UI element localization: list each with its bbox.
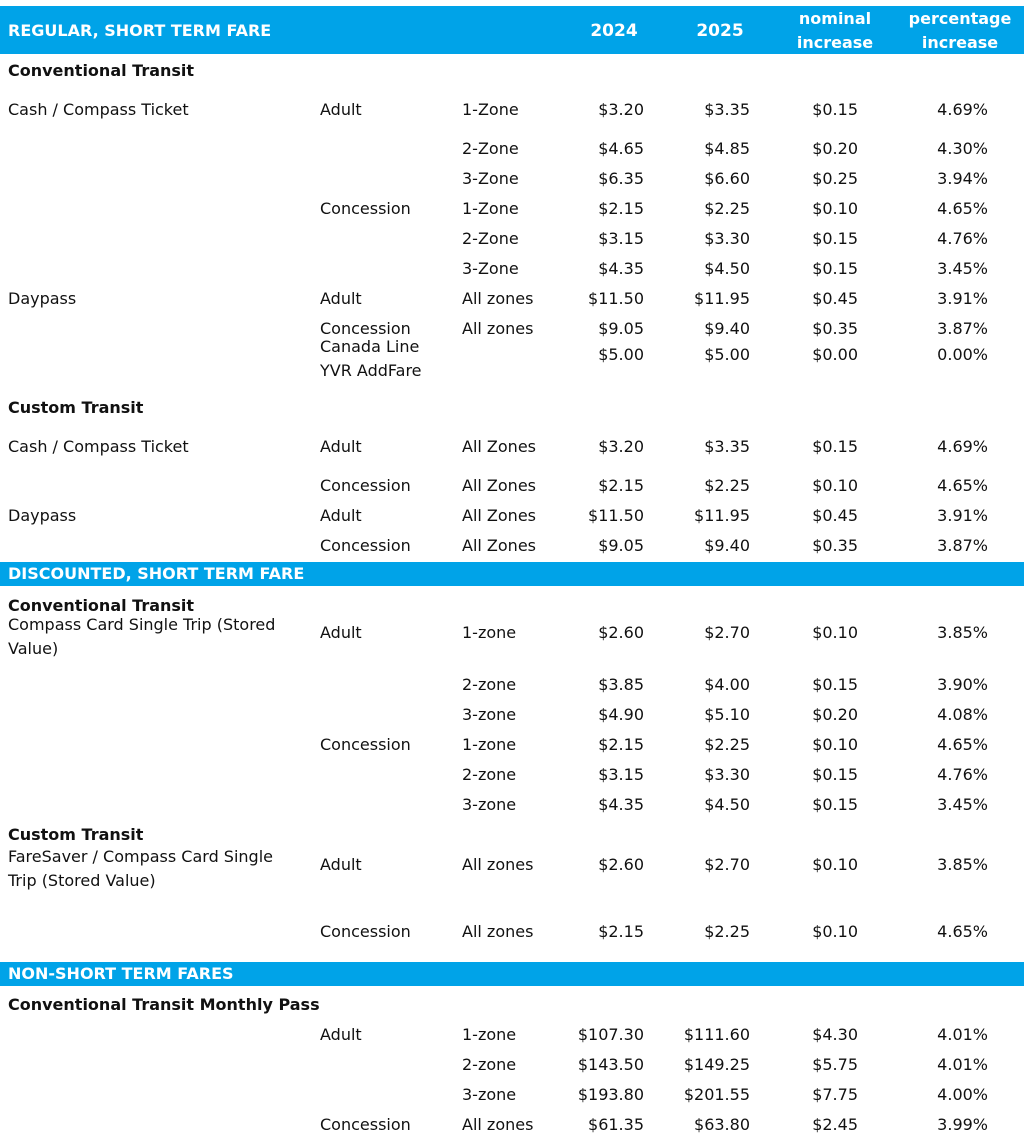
cell-percent: 3.91% (937, 289, 988, 308)
cell-y2024: $2.15 (598, 476, 644, 495)
cell-nominal: $4.30 (812, 1025, 858, 1044)
cell-y2025: $11.95 (694, 506, 750, 525)
cell-y2025: $3.35 (704, 100, 750, 119)
cell-percent: 3.94% (937, 169, 988, 188)
cell-percent: 4.65% (937, 922, 988, 941)
cell-percent: 3.85% (937, 855, 988, 874)
cell-percent: 4.76% (937, 765, 988, 784)
cell-y2025: $11.95 (694, 289, 750, 308)
cell-y2024: $3.20 (598, 100, 644, 119)
cell-zone: 3-zone (462, 705, 517, 724)
cell-nominal: $7.75 (812, 1085, 858, 1104)
cell-nominal: $0.35 (812, 536, 858, 555)
cell-percent: 3.85% (937, 623, 988, 642)
cell-nominal: $0.20 (812, 705, 858, 724)
cell-nominal: $0.10 (812, 623, 858, 642)
cell-y2024: $2.60 (598, 855, 644, 874)
cell-y2025: $2.25 (704, 922, 750, 941)
header-section-label: REGULAR, SHORT TERM FARE (8, 21, 272, 40)
cell-y2025: $4.50 (704, 795, 750, 814)
cell-y2024: $4.35 (598, 259, 644, 278)
cell-y2025: $4.85 (704, 139, 750, 158)
cell-type: Concession (320, 536, 411, 555)
cell-zone: 2-zone (462, 1055, 517, 1074)
cell-type: Concession (320, 735, 411, 754)
group-title: Conventional Transit Monthly Pass (8, 995, 320, 1014)
cell-nominal: $0.15 (812, 100, 858, 119)
cell-y2025: $3.30 (704, 229, 750, 248)
cell-zone: 1-zone (462, 735, 517, 754)
cell-y2024: $6.35 (598, 169, 644, 188)
cell-percent: 4.69% (937, 437, 988, 456)
header-nominal-line1: nominal (798, 9, 872, 28)
cell-type: Adult (320, 100, 362, 119)
group-title: Conventional Transit (8, 596, 195, 615)
cell-product: Daypass (8, 289, 77, 308)
cell-nominal: $0.15 (812, 765, 858, 784)
cell-nominal: $0.45 (812, 506, 858, 525)
cell-y2024: $4.35 (598, 795, 644, 814)
cell-percent: 3.87% (937, 536, 988, 555)
cell-nominal: $5.75 (812, 1055, 858, 1074)
cell-nominal: $0.10 (812, 476, 858, 495)
section-header-bar (0, 562, 1024, 586)
cell-y2025: $2.70 (704, 855, 750, 874)
cell-y2025: $3.35 (704, 437, 750, 456)
cell-percent: 3.91% (937, 506, 988, 525)
cell-y2024: $11.50 (588, 506, 644, 525)
header-year-2025: 2025 (696, 21, 744, 41)
cell-type: Concession (320, 319, 411, 338)
cell-y2024: $143.50 (577, 1055, 644, 1074)
cell-y2025: $63.80 (694, 1115, 750, 1134)
cell-y2025: $2.25 (704, 735, 750, 754)
cell-percent: 4.08% (937, 705, 988, 724)
cell-y2024: $193.80 (577, 1085, 644, 1104)
cell-percent: 3.45% (937, 259, 988, 278)
cell-zone: All zones (462, 922, 534, 941)
cell-type: Adult (320, 437, 362, 456)
cell-y2025: $2.25 (704, 476, 750, 495)
cell-y2025: $2.70 (704, 623, 750, 642)
cell-zone: 3-Zone (462, 169, 519, 188)
cell-y2024: $4.90 (598, 705, 644, 724)
cell-percent: 4.76% (937, 229, 988, 248)
cell-zone: 1-zone (462, 623, 517, 642)
header-nominal-line2: increase (796, 33, 874, 52)
cell-nominal: $0.15 (812, 795, 858, 814)
cell-percent: 3.87% (937, 319, 988, 338)
cell-y2024: $4.65 (598, 139, 644, 158)
group-title: Custom Transit (8, 398, 144, 417)
cell-product: Daypass (8, 506, 77, 525)
cell-y2025: $4.00 (704, 675, 750, 694)
cell-zone: 3-zone (462, 1085, 517, 1104)
header-percentage-line2: increase (921, 33, 999, 52)
cell-percent: 4.65% (937, 199, 988, 218)
cell-y2024: $107.30 (577, 1025, 644, 1044)
cell-y2024: $9.05 (598, 536, 644, 555)
cell-zone: 1-Zone (462, 199, 519, 218)
cell-y2025: $149.25 (683, 1055, 750, 1074)
cell-y2024: $11.50 (588, 289, 644, 308)
cell-y2025: $5.10 (704, 705, 750, 724)
cell-y2025: $9.40 (704, 319, 750, 338)
section-title: NON-SHORT TERM FARES (8, 964, 234, 983)
cell-type: Concession (320, 922, 411, 941)
cell-y2025: $9.40 (704, 536, 750, 555)
cell-zone: All zones (462, 289, 534, 308)
cell-zone: 3-zone (462, 795, 517, 814)
cell-y2024: $3.85 (598, 675, 644, 694)
cell-y2025: $6.60 (704, 169, 750, 188)
cell-type: Adult (320, 855, 362, 874)
cell-nominal: $0.15 (812, 437, 858, 456)
cell-y2024: $3.15 (598, 229, 644, 248)
cell-product: Compass Card Single Trip (Stored Value) (8, 615, 276, 658)
cell-nominal: $0.10 (812, 199, 858, 218)
cell-nominal: $0.25 (812, 169, 858, 188)
cell-percent: 3.99% (937, 1115, 988, 1134)
cell-type: Adult (320, 506, 362, 525)
cell-y2024: $61.35 (588, 1115, 644, 1134)
cell-percent: 4.65% (937, 476, 988, 495)
cell-type: Canada Line YVR AddFare (320, 337, 422, 380)
cell-type: Concession (320, 199, 411, 218)
cell-zone: All zones (462, 1115, 534, 1134)
cell-nominal: $2.45 (812, 1115, 858, 1134)
cell-y2024: $2.15 (598, 735, 644, 754)
cell-nominal: $0.35 (812, 319, 858, 338)
cell-zone: 2-Zone (462, 229, 519, 248)
cell-percent: 4.65% (937, 735, 988, 754)
cell-nominal: $0.10 (812, 735, 858, 754)
header-percentage-line1: percentage (908, 9, 1012, 28)
cell-zone: All zones (462, 319, 534, 338)
cell-nominal: $0.45 (812, 289, 858, 308)
cell-nominal: $0.10 (812, 855, 858, 874)
cell-zone: 2-zone (462, 675, 517, 694)
cell-nominal: $0.15 (812, 675, 858, 694)
cell-zone: All Zones (462, 536, 536, 555)
table-header-bar (0, 6, 1024, 54)
cell-zone: 1-Zone (462, 100, 519, 119)
cell-percent: 3.90% (937, 675, 988, 694)
cell-product: Cash / Compass Ticket (8, 100, 189, 119)
cell-y2025: $5.00 (704, 345, 750, 364)
cell-percent: 0.00% (937, 345, 988, 364)
cell-percent: 4.69% (937, 100, 988, 119)
cell-zone: 1-zone (462, 1025, 517, 1044)
cell-zone: All Zones (462, 476, 536, 495)
cell-percent: 4.30% (937, 139, 988, 158)
cell-y2024: $3.20 (598, 437, 644, 456)
cell-nominal: $0.20 (812, 139, 858, 158)
cell-y2024: $9.05 (598, 319, 644, 338)
cell-nominal: $0.10 (812, 922, 858, 941)
section-header-bar (0, 962, 1024, 986)
cell-percent: 3.45% (937, 795, 988, 814)
cell-y2024: $2.15 (598, 922, 644, 941)
header-year-2024: 2024 (590, 21, 638, 41)
cell-zone: All Zones (462, 437, 536, 456)
cell-percent: 4.00% (937, 1085, 988, 1104)
cell-percent: 4.01% (937, 1025, 988, 1044)
cell-type: Concession (320, 1115, 411, 1134)
cell-y2024: $2.60 (598, 623, 644, 642)
cell-zone: All zones (462, 855, 534, 874)
cell-zone: 2-zone (462, 765, 517, 784)
cell-type: Adult (320, 1025, 362, 1044)
cell-y2025: $201.55 (683, 1085, 750, 1104)
cell-product: Cash / Compass Ticket (8, 437, 189, 456)
cell-y2025: $4.50 (704, 259, 750, 278)
cell-nominal: $0.00 (812, 345, 858, 364)
cell-y2025: $3.30 (704, 765, 750, 784)
group-title: Conventional Transit (8, 61, 195, 80)
cell-percent: 4.01% (937, 1055, 988, 1074)
cell-y2024: $3.15 (598, 765, 644, 784)
cell-y2024: $5.00 (598, 345, 644, 364)
cell-y2025: $111.60 (683, 1025, 750, 1044)
cell-zone: 3-Zone (462, 259, 519, 278)
cell-y2024: $2.15 (598, 199, 644, 218)
cell-type: Adult (320, 289, 362, 308)
cell-nominal: $0.15 (812, 229, 858, 248)
cell-zone: All Zones (462, 506, 536, 525)
section-title: DISCOUNTED, SHORT TERM FARE (8, 564, 305, 583)
cell-y2025: $2.25 (704, 199, 750, 218)
cell-type: Concession (320, 476, 411, 495)
group-title: Custom Transit (8, 825, 144, 844)
cell-nominal: $0.15 (812, 259, 858, 278)
cell-type: Adult (320, 623, 362, 642)
cell-product: FareSaver / Compass Card Single Trip (Stored Value) (8, 847, 273, 890)
cell-zone: 2-Zone (462, 139, 519, 158)
